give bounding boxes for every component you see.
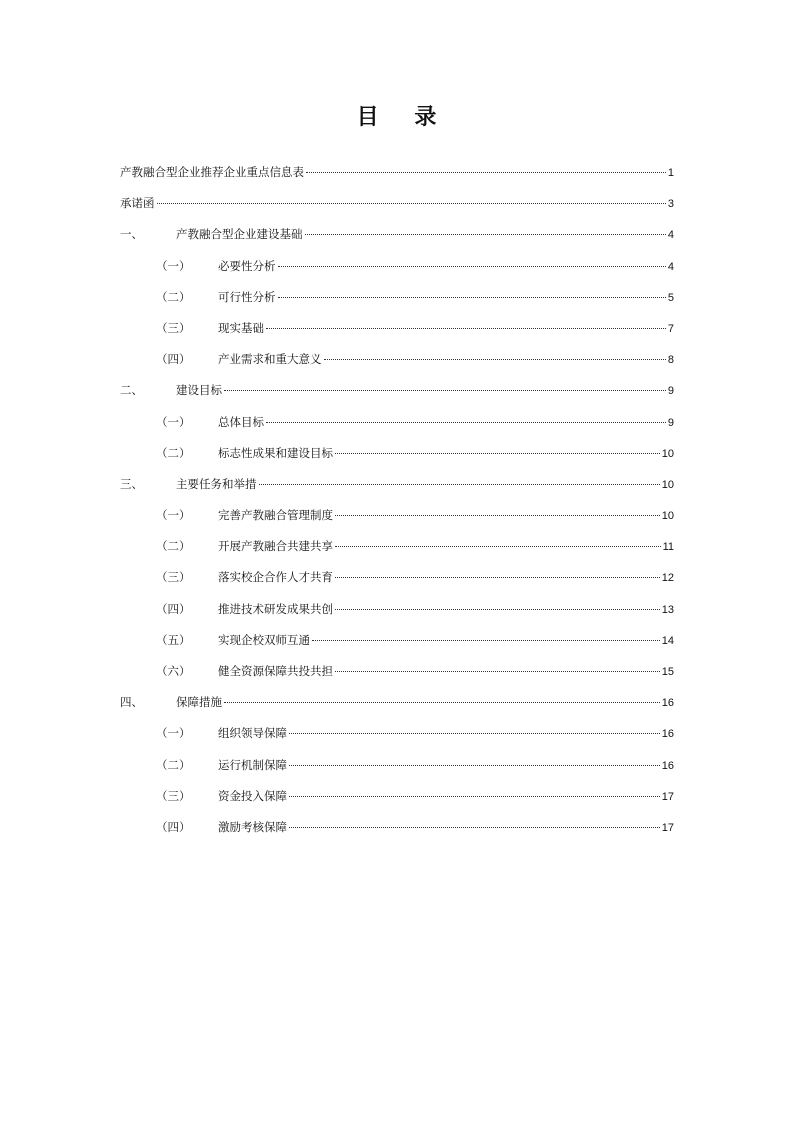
- toc-entry-title: 标志性成果和建设目标: [218, 445, 333, 460]
- toc-dot-leader: [289, 796, 660, 797]
- toc-entry-title: 推进技术研发成果共创: [218, 601, 333, 616]
- toc-entry-page-number: 7: [667, 322, 674, 335]
- toc-entry-title: 产业需求和重大意义: [218, 352, 322, 367]
- toc-dot-leader: [289, 827, 660, 828]
- toc-entry[interactable]: [120, 663, 674, 694]
- toc-entry[interactable]: [120, 382, 674, 413]
- toc-entry[interactable]: [120, 725, 674, 756]
- toc-entry[interactable]: [120, 757, 674, 788]
- toc-entry-page-number: 17: [661, 790, 674, 803]
- toc-dot-leader: [312, 640, 660, 641]
- toc-entry-page-number: 10: [661, 510, 674, 523]
- toc-dot-leader: [335, 609, 660, 610]
- toc-entry-number: （六）: [156, 664, 191, 678]
- toc-entry[interactable]: [120, 414, 674, 445]
- toc-dot-leader: [289, 733, 660, 734]
- toc-entry[interactable]: [120, 226, 674, 257]
- toc-entry-title: 可行性分析: [218, 289, 276, 304]
- toc-entry[interactable]: [120, 195, 674, 226]
- toc-entry[interactable]: [120, 164, 674, 195]
- toc-entry-title: 承诺函: [120, 196, 155, 211]
- toc-entry[interactable]: [120, 632, 674, 663]
- toc-entry-title: 资金投入保障: [218, 788, 287, 803]
- toc-entry-title: 现实基础: [218, 320, 264, 335]
- toc-entry-number: （二）: [156, 445, 191, 460]
- toc-entry-page-number: 9: [667, 416, 674, 429]
- toc-entry-title: 组织领导保障: [218, 726, 287, 741]
- toc-entry-number: 一、: [120, 227, 143, 242]
- toc-entry-page-number: 16: [661, 728, 674, 741]
- toc-entry-number: （四）: [156, 601, 191, 616]
- toc-entry-title: 保障措施: [176, 695, 222, 710]
- toc-entry-number: （三）: [156, 320, 191, 335]
- toc-entry-page-number: 13: [661, 603, 674, 616]
- toc-entry-number: （一）: [156, 258, 191, 273]
- toc-entry-page-number: 15: [661, 666, 674, 678]
- toc-dot-leader: [335, 515, 660, 516]
- toc-entry-page-number: 17: [661, 821, 674, 834]
- toc-entry[interactable]: [120, 601, 674, 632]
- table-of-contents: [120, 164, 674, 850]
- toc-entry-number: （二）: [156, 289, 191, 304]
- toc-entry-number: （一）: [156, 414, 191, 429]
- toc-dot-leader: [335, 546, 661, 547]
- toc-entry-title: 产教融合型企业推荐企业重点信息表: [120, 165, 304, 179]
- toc-dot-leader: [305, 234, 666, 235]
- toc-entry[interactable]: [120, 476, 674, 507]
- toc-dot-leader: [289, 765, 660, 766]
- toc-dot-leader: [157, 203, 666, 204]
- toc-entry-title: 总体目标: [218, 414, 264, 429]
- toc-dot-leader: [266, 328, 666, 329]
- toc-entry[interactable]: [120, 788, 674, 819]
- toc-entry-page-number: 5: [667, 291, 674, 304]
- toc-entry-page-number: 16: [661, 759, 674, 772]
- toc-dot-leader: [224, 390, 666, 391]
- toc-dot-leader: [335, 671, 660, 672]
- toc-entry[interactable]: [120, 445, 674, 476]
- toc-dot-leader: [224, 702, 660, 703]
- toc-entry-page-number: 14: [661, 634, 674, 647]
- toc-entry-page-number: 4: [667, 229, 674, 242]
- toc-entry-number: （二）: [156, 757, 191, 772]
- toc-entry[interactable]: [120, 694, 674, 725]
- toc-dot-leader: [324, 359, 666, 360]
- toc-entry[interactable]: [120, 351, 674, 382]
- toc-entry-number: （五）: [156, 632, 191, 647]
- toc-entry-page-number: 11: [662, 541, 674, 554]
- toc-entry-number: （二）: [156, 539, 191, 554]
- toc-entry-title: 落实校企合作人才共育: [218, 570, 333, 585]
- toc-entry-title: 激励考核保障: [218, 819, 287, 834]
- toc-dot-leader: [266, 422, 666, 423]
- toc-entry-number: （三）: [156, 570, 191, 585]
- toc-entry[interactable]: [120, 258, 674, 289]
- toc-dot-leader: [278, 266, 666, 267]
- page-title: 目 录: [356, 105, 451, 130]
- toc-entry-page-number: 3: [667, 198, 674, 211]
- toc-entry[interactable]: [120, 819, 674, 850]
- toc-dot-leader: [335, 453, 660, 454]
- toc-entry[interactable]: [120, 320, 674, 351]
- toc-dot-leader: [278, 297, 666, 298]
- toc-entry-title: 运行机制保障: [218, 757, 287, 772]
- toc-entry[interactable]: [120, 507, 674, 538]
- toc-entry[interactable]: [120, 569, 674, 600]
- toc-entry-number: （一）: [156, 508, 191, 523]
- toc-entry-title: 主要任务和举措: [176, 476, 257, 491]
- toc-entry-title: 实现企校双师互通: [218, 632, 310, 647]
- toc-entry[interactable]: [120, 289, 674, 320]
- toc-dot-leader: [335, 577, 660, 578]
- toc-entry-page-number: 1: [667, 167, 674, 179]
- toc-entry-page-number: 10: [661, 447, 674, 460]
- toc-entry[interactable]: [120, 538, 674, 569]
- toc-entry-title: 产教融合型企业建设基础: [176, 227, 303, 242]
- toc-entry-page-number: 12: [661, 572, 674, 585]
- toc-entry-number: 三、: [120, 476, 143, 491]
- toc-entry-page-number: 10: [661, 478, 674, 491]
- toc-entry-title: 健全资源保障共投共担: [218, 664, 333, 678]
- toc-entry-number: 四、: [120, 695, 143, 710]
- toc-entry-page-number: 9: [667, 385, 674, 398]
- toc-entry-number: 二、: [120, 383, 143, 398]
- toc-entry-page-number: 16: [661, 697, 674, 710]
- toc-entry-number: （一）: [156, 726, 191, 741]
- toc-entry-number: （四）: [156, 352, 191, 367]
- toc-entry-page-number: 4: [667, 260, 674, 273]
- toc-dot-leader: [259, 484, 660, 485]
- toc-entry-number: （四）: [156, 819, 191, 834]
- toc-entry-title: 建设目标: [176, 383, 222, 398]
- toc-entry-title: 必要性分析: [218, 258, 276, 273]
- toc-dot-leader: [306, 172, 666, 173]
- toc-entry-title: 完善产教融合管理制度: [218, 508, 333, 523]
- toc-entry-page-number: 8: [667, 354, 674, 367]
- toc-entry-title: 开展产教融合共建共享: [218, 539, 333, 554]
- toc-entry-number: （三）: [156, 788, 191, 803]
